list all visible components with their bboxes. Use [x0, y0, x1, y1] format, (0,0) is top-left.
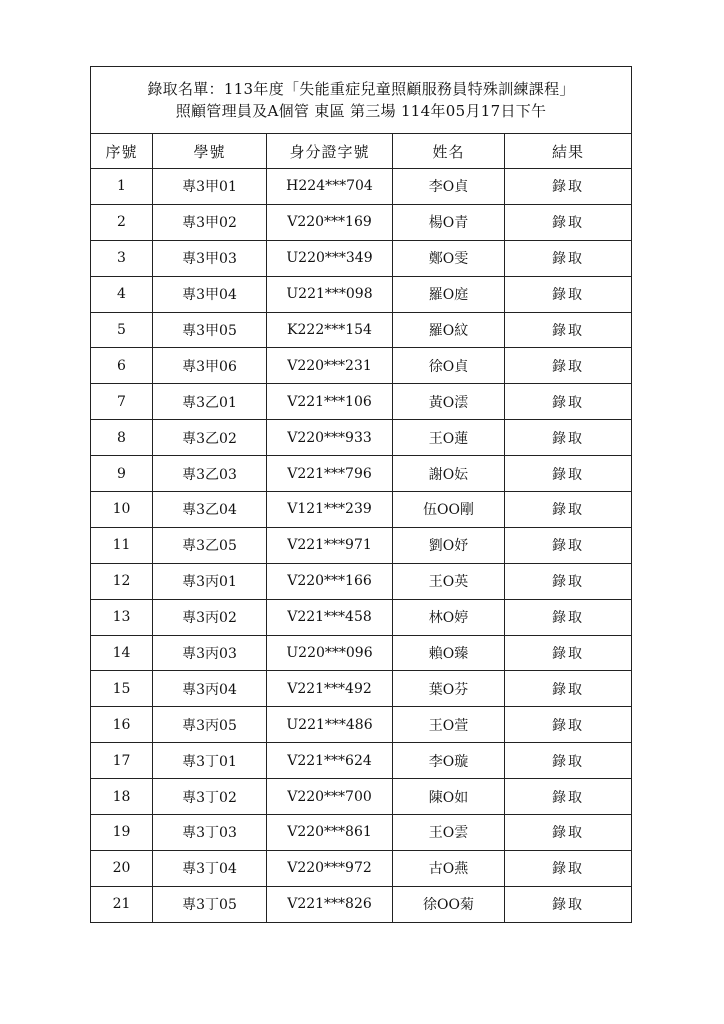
- cell-result: 錄取: [505, 240, 632, 276]
- cell-result: 錄取: [505, 527, 632, 563]
- cell-student-no: 專3乙03: [153, 456, 267, 492]
- table-row: [91, 635, 632, 671]
- column-header-result: 結果: [505, 134, 632, 169]
- cell-id-no: V221***796: [267, 456, 393, 492]
- cell-student-no: 專3丁01: [153, 743, 267, 779]
- admission-table: [90, 66, 632, 923]
- cell-name: 謝O妘: [393, 456, 505, 492]
- table-row: [91, 348, 632, 384]
- cell-seq: 14: [91, 635, 153, 671]
- cell-result: 錄取: [505, 384, 632, 420]
- title-line-2: 照顧管理員及A個管 東區 第三場 114年05月17日下午: [175, 102, 547, 120]
- cell-id-no: V221***492: [267, 671, 393, 707]
- table-row: [91, 384, 632, 420]
- cell-result: 錄取: [505, 492, 632, 528]
- cell-result: 錄取: [505, 420, 632, 456]
- table-row: [91, 671, 632, 707]
- cell-id-no: V121***239: [267, 492, 393, 528]
- cell-student-no: 專3丙05: [153, 707, 267, 743]
- cell-id-no: V221***971: [267, 527, 393, 563]
- cell-student-no: 專3丁04: [153, 850, 267, 886]
- cell-student-no: 專3甲06: [153, 348, 267, 384]
- table-row: [91, 815, 632, 851]
- cell-seq: 16: [91, 707, 153, 743]
- cell-id-no: V220***231: [267, 348, 393, 384]
- title-line-1: 錄取名單：113年度「失能重症兒童照顧服務員特殊訓練課程」: [147, 80, 575, 98]
- table-row: [91, 707, 632, 743]
- admission-list-document: [90, 66, 631, 923]
- cell-name: 徐O貞: [393, 348, 505, 384]
- cell-id-no: U221***098: [267, 276, 393, 312]
- cell-result: 錄取: [505, 815, 632, 851]
- cell-id-no: U221***486: [267, 707, 393, 743]
- table-title: [91, 67, 632, 134]
- cell-name: 林O婷: [393, 599, 505, 635]
- cell-name: 羅O紋: [393, 312, 505, 348]
- cell-id-no: V221***458: [267, 599, 393, 635]
- cell-student-no: 專3丁02: [153, 779, 267, 815]
- cell-seq: 5: [91, 312, 153, 348]
- table-row: [91, 240, 632, 276]
- cell-name: 楊O青: [393, 204, 505, 240]
- table-row: [91, 312, 632, 348]
- cell-id-no: V220***700: [267, 779, 393, 815]
- cell-seq: 15: [91, 671, 153, 707]
- cell-id-no: V220***169: [267, 204, 393, 240]
- cell-id-no: V221***624: [267, 743, 393, 779]
- cell-result: 錄取: [505, 671, 632, 707]
- cell-name: 陳O如: [393, 779, 505, 815]
- cell-seq: 20: [91, 850, 153, 886]
- cell-seq: 10: [91, 492, 153, 528]
- table-row: [91, 527, 632, 563]
- cell-result: 錄取: [505, 886, 632, 922]
- cell-seq: 17: [91, 743, 153, 779]
- cell-result: 錄取: [505, 743, 632, 779]
- cell-name: 古O燕: [393, 850, 505, 886]
- column-header-seq: 序號: [91, 134, 153, 169]
- cell-student-no: 專3甲01: [153, 169, 267, 205]
- cell-name: 李O貞: [393, 169, 505, 205]
- table-row: [91, 492, 632, 528]
- cell-name: 劉O妤: [393, 527, 505, 563]
- cell-name: 李O璇: [393, 743, 505, 779]
- cell-result: 錄取: [505, 599, 632, 635]
- cell-name: 王O蓮: [393, 420, 505, 456]
- cell-name: 王O雲: [393, 815, 505, 851]
- cell-result: 錄取: [505, 779, 632, 815]
- table-row: [91, 886, 632, 922]
- cell-name: 羅O庭: [393, 276, 505, 312]
- cell-student-no: 專3乙05: [153, 527, 267, 563]
- cell-seq: 9: [91, 456, 153, 492]
- cell-seq: 4: [91, 276, 153, 312]
- cell-id-no: V221***106: [267, 384, 393, 420]
- cell-student-no: 專3丙02: [153, 599, 267, 635]
- cell-student-no: 專3丙04: [153, 671, 267, 707]
- cell-id-no: K222***154: [267, 312, 393, 348]
- cell-student-no: 專3丙03: [153, 635, 267, 671]
- cell-result: 錄取: [505, 312, 632, 348]
- cell-id-no: V220***933: [267, 420, 393, 456]
- table-row: [91, 420, 632, 456]
- cell-name: 葉O芬: [393, 671, 505, 707]
- cell-result: 錄取: [505, 169, 632, 205]
- cell-seq: 6: [91, 348, 153, 384]
- cell-seq: 1: [91, 169, 153, 205]
- cell-student-no: 專3乙04: [153, 492, 267, 528]
- cell-result: 錄取: [505, 276, 632, 312]
- cell-seq: 19: [91, 815, 153, 851]
- cell-student-no: 專3甲03: [153, 240, 267, 276]
- cell-seq: 3: [91, 240, 153, 276]
- cell-name: 伍OO剛: [393, 492, 505, 528]
- cell-result: 錄取: [505, 204, 632, 240]
- cell-student-no: 專3丁05: [153, 886, 267, 922]
- cell-name: 鄭O雯: [393, 240, 505, 276]
- table-row: [91, 563, 632, 599]
- cell-seq: 2: [91, 204, 153, 240]
- cell-seq: 8: [91, 420, 153, 456]
- cell-result: 錄取: [505, 707, 632, 743]
- cell-result: 錄取: [505, 635, 632, 671]
- table-row: [91, 204, 632, 240]
- cell-id-no: V220***972: [267, 850, 393, 886]
- cell-result: 錄取: [505, 456, 632, 492]
- column-header-id-no: 身分證字號: [267, 134, 393, 169]
- cell-id-no: V220***166: [267, 563, 393, 599]
- cell-name: 王O英: [393, 563, 505, 599]
- column-header-student-no: 學號: [153, 134, 267, 169]
- cell-id-no: V220***861: [267, 815, 393, 851]
- cell-seq: 18: [91, 779, 153, 815]
- cell-id-no: H224***704: [267, 169, 393, 205]
- cell-student-no: 專3丁03: [153, 815, 267, 851]
- cell-seq: 7: [91, 384, 153, 420]
- cell-result: 錄取: [505, 563, 632, 599]
- cell-seq: 12: [91, 563, 153, 599]
- cell-name: 王O萱: [393, 707, 505, 743]
- cell-name: 賴O臻: [393, 635, 505, 671]
- cell-student-no: 專3甲05: [153, 312, 267, 348]
- cell-student-no: 專3甲04: [153, 276, 267, 312]
- cell-name: 徐OO菊: [393, 886, 505, 922]
- table-row: [91, 169, 632, 205]
- cell-student-no: 專3乙01: [153, 384, 267, 420]
- cell-name: 黃O澐: [393, 384, 505, 420]
- table-body: [91, 169, 632, 923]
- cell-seq: 13: [91, 599, 153, 635]
- cell-result: 錄取: [505, 348, 632, 384]
- cell-id-no: U220***349: [267, 240, 393, 276]
- cell-id-no: U220***096: [267, 635, 393, 671]
- cell-seq: 21: [91, 886, 153, 922]
- column-header-row: [91, 134, 632, 169]
- table-row: [91, 456, 632, 492]
- cell-student-no: 專3乙02: [153, 420, 267, 456]
- table-row: [91, 743, 632, 779]
- cell-result: 錄取: [505, 850, 632, 886]
- cell-student-no: 專3甲02: [153, 204, 267, 240]
- table-row: [91, 779, 632, 815]
- column-header-name: 姓名: [393, 134, 505, 169]
- cell-student-no: 專3丙01: [153, 563, 267, 599]
- cell-seq: 11: [91, 527, 153, 563]
- table-row: [91, 850, 632, 886]
- table-row: [91, 276, 632, 312]
- table-row: [91, 599, 632, 635]
- cell-id-no: V221***826: [267, 886, 393, 922]
